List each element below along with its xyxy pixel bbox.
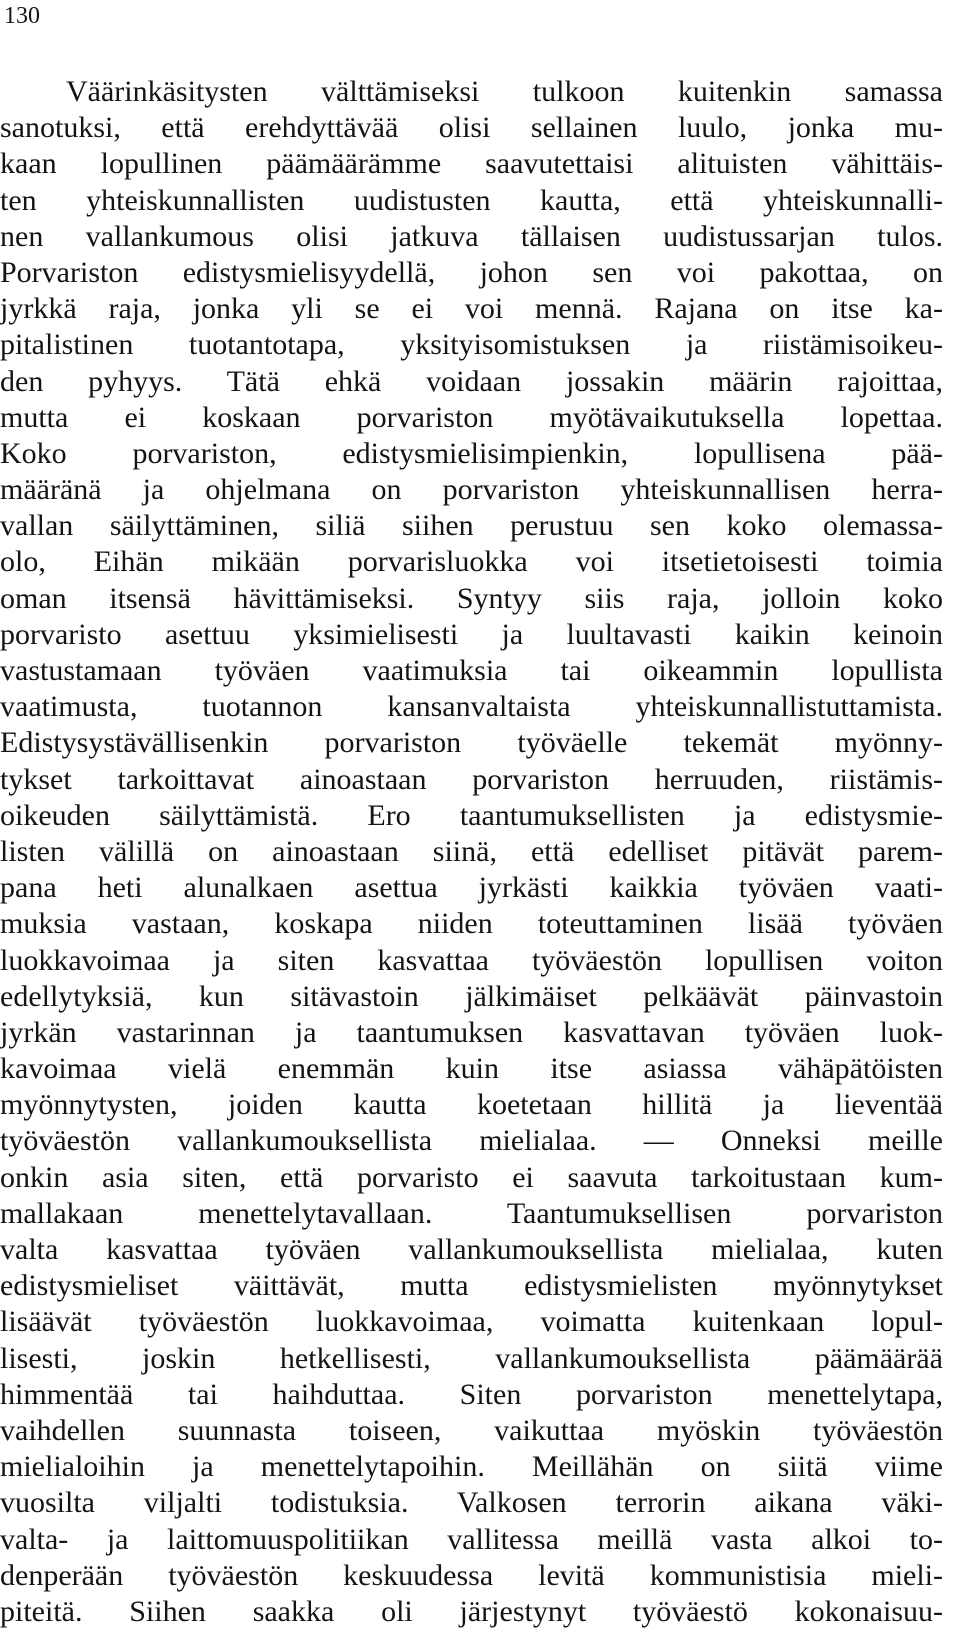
- text-line: vuosilta viljalti todistuksia. Valkosen terrorin aikana väki-: [0, 1486, 943, 1520]
- text-line: piteitä. Siihen saakka oli järjestynyt työväestö kokonaisuu-: [0, 1594, 943, 1628]
- text-line: onkin asia siten, että porvaristo ei saavuta tarkoitustaan kum-: [0, 1160, 943, 1194]
- text-line: kavoimaa vielä enemmän kuin itse asiassa vähäpätöisten: [0, 1052, 943, 1086]
- text-line: vaihdellen suunnasta toiseen, vaikuttaa myöskin työväestön: [0, 1413, 943, 1447]
- body-text: [0, 74, 943, 1630]
- page-number: 130: [4, 3, 40, 29]
- text-line: mutta ei koskaan porvariston myötävaikutuksella lopettaa.: [0, 400, 943, 434]
- text-line: olo, Eihän mikään porvarisluokka voi itsetietoisesti toimia: [0, 545, 943, 579]
- text-line: himmentää tai haihduttaa. Siten porvariston menettelytapa,: [0, 1377, 943, 1411]
- text-line: jyrkän vastarinnan ja taantumuksen kasvattavan työväen luok-: [0, 1015, 943, 1049]
- text-line: Väärinkäsitysten välttämiseksi tulkoon kuitenkin samassa: [66, 75, 943, 108]
- text-line: oikeuden säilyttämistä. Ero taantumuksellisten ja edistysmie-: [0, 798, 943, 832]
- text-line: tykset tarkoittavat ainoastaan porvariston herruuden, riistämis-: [0, 762, 943, 796]
- text-line: työväestön vallankumouksellista mielialaa. — Onneksi meille: [0, 1124, 943, 1158]
- text-line: vaatimusta, tuotannon kansanvaltaista yhteiskunnallistuttamista.: [0, 690, 943, 724]
- text-line: den pyhyys. Tätä ehkä voidaan jossakin määrin rajoittaa,: [0, 364, 943, 398]
- text-line: valta kasvattaa työväen vallankumouksellista mielialaa, kuten: [0, 1233, 943, 1266]
- text-line: luokkavoimaa ja siten kasvattaa työväestön lopullisen voiton: [0, 943, 943, 977]
- text-line: listen välillä on ainoastaan siinä, että edelliset pitävät parem-: [0, 834, 943, 868]
- text-line: pitalistinen tuotantotapa, yksityisomistuksen ja riistämisoikeu-: [0, 328, 943, 362]
- text-line: valta- ja laittomuuspolitiikan vallitessa meillä vasta alkoi to-: [0, 1522, 943, 1556]
- text-line: Porvariston edistysmielisyydellä, johon sen voi pakottaa, on: [0, 255, 943, 289]
- text-line: mallakaan menettelytavallaan. Taantumuksellisen porvariston: [0, 1196, 943, 1230]
- text-line: mielialoihin ja menettelytapoihin. Meillähän on siitä viime: [0, 1450, 943, 1484]
- text-line: vastustamaan työväen vaatimuksia tai oikeammin lopullista: [0, 654, 943, 687]
- text-line: lisesti, joskin hetkellisesti, vallankumouksellista päämäärää: [0, 1341, 943, 1375]
- text-line: muksia vastaan, koskapa niiden toteuttaminen lisää työväen: [0, 907, 943, 941]
- text-line: pana heti alunalkaen asettua jyrkästi kaikkia työväen vaati-: [0, 871, 943, 905]
- text-line: nen vallankumous olisi jatkuva tällaisen uudistussarjan tulos.: [0, 219, 943, 253]
- text-line: Koko porvariston, edistysmielisimpienkin, lopullisena pää-: [0, 436, 943, 470]
- text-line: edellytyksiä, kun sitävastoin jälkimäiset pelkäävät päinvastoin: [0, 979, 943, 1013]
- text-line: porvaristo asettuu yksimielisesti ja luultavasti kaikin keinoin: [0, 617, 943, 651]
- text-line: kaan lopullinen päämäärämme saavutettaisi alituisten vähittäis-: [0, 147, 943, 181]
- text-line: Edistysystävällisenkin porvariston työväelle tekemät myönny-: [0, 726, 943, 760]
- text-line: oman itsensä hävittämiseksi. Syntyy siis raja, jolloin koko: [0, 581, 943, 615]
- text-line: ten yhteiskunnallisten uudistusten kautta, että yhteiskunnalli-: [0, 183, 943, 217]
- text-line: edistysmieliset väittävät, mutta edistysmielisten myönnytykset: [0, 1269, 943, 1303]
- text-line: lisäävät työväestön luokkavoimaa, voimatta kuitenkaan lopul-: [0, 1305, 943, 1339]
- text-line: myönnytysten, joiden kautta koetetaan hillitä ja lieventää: [0, 1088, 943, 1122]
- text-line: vallan säilyttäminen, siliä siihen perustuu sen koko olemassa-: [0, 509, 943, 543]
- text-line: sanotuksi, että erehdyttävää olisi sellainen luulo, jonka mu-: [0, 111, 943, 145]
- text-line: jyrkkä raja, jonka yli se ei voi mennä. Rajana on itse ka-: [0, 292, 943, 326]
- text-line: denperään työväestön keskuudessa levitä kommunistisia mieli-: [0, 1558, 943, 1592]
- text-line: määränä ja ohjelmana on porvariston yhteiskunnallisen herra-: [0, 473, 943, 507]
